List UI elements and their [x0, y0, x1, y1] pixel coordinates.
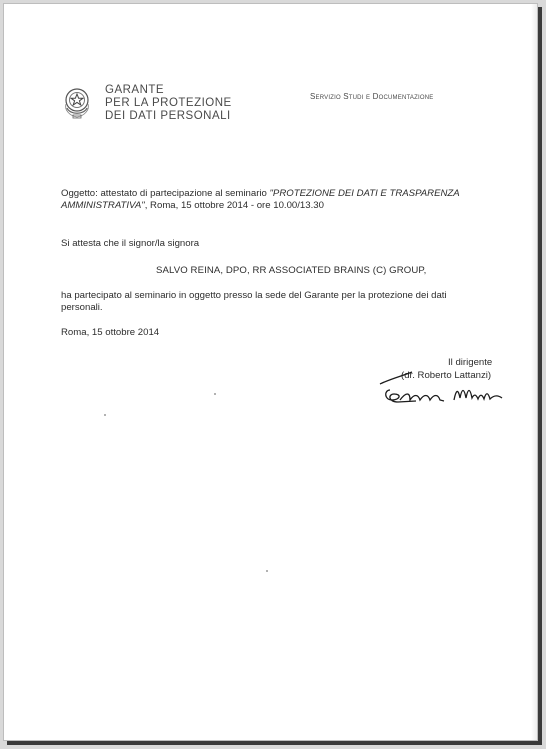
- signatory-name: (dr. Roberto Lattanzi): [401, 370, 492, 381]
- signatory-title: Il dirigente: [448, 357, 493, 368]
- seminar-title-part-1: "PROTEZIONE DEI DATI E TRASPARENZA: [269, 188, 460, 199]
- subject-prefix: Oggetto: attestato di partecipazione al seminario: [61, 188, 270, 199]
- organization-name: [105, 84, 232, 123]
- place-and-date: Roma, 15 ottobre 2014: [61, 327, 160, 338]
- organization-name-line-3: DEI DATI PERSONALI: [105, 110, 231, 122]
- service-department: Servizio Studi e Documentazione: [310, 92, 434, 101]
- participant-name: SALVO REINA, DPO, RR ASSOCIATED BRAINS (C) GROUP,: [156, 265, 427, 276]
- subject-line-2: [61, 200, 460, 212]
- participation-line-2: personali.: [61, 302, 103, 313]
- seminar-date-time: , Roma, 15 ottobre 2014 - ore 10.00/13.30: [144, 200, 324, 211]
- seminar-title-part-2: AMMINISTRATIVA": [61, 200, 145, 211]
- certificate-page: [3, 3, 538, 741]
- participation-paragraph: [61, 290, 447, 314]
- scan-speck: [266, 570, 268, 572]
- attestation-text: Si attesta che il signor/la signora: [61, 238, 200, 249]
- organization-name-line-1: GARANTE: [105, 84, 165, 96]
- organization-name-line-2: PER LA PROTEZIONE: [105, 97, 232, 109]
- handwritten-signature: [376, 364, 511, 410]
- italian-republic-emblem-icon: [62, 84, 92, 120]
- scan-speck: [104, 414, 106, 416]
- subject-paragraph: [61, 188, 460, 212]
- scan-edge-shadow: [531, 4, 537, 740]
- scan-speck: [214, 393, 216, 395]
- subject-line-1: [61, 188, 460, 200]
- participation-line-1: ha partecipato al seminario in oggetto presso la sede del Garante per la protezione dei dati: [61, 290, 447, 301]
